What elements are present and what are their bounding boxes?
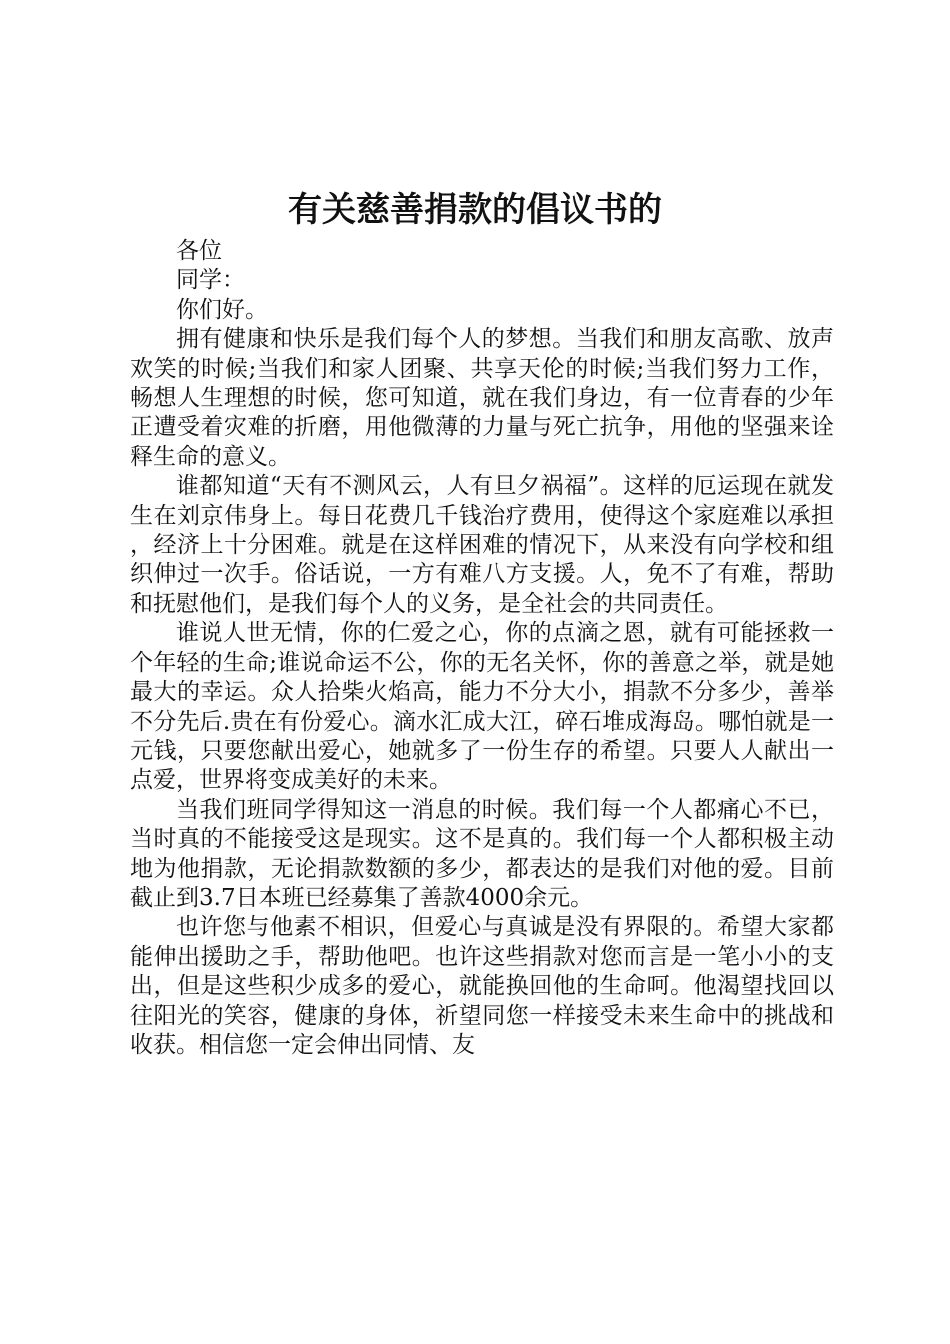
document-title: 有关慈善捐款的倡议书的: [288, 190, 662, 230]
paragraph-3: 谁说人世无情，你的仁爱之心，你的点滴之恩，就有可能拯救一个年轻的生命;谁说命运不公，你的无名关怀，你的善意之举，就是她最大的幸运。众人拾柴火焰高，能力不分大小，捐款不分多少，善举不分先后.贵在有份爱心。滴水汇成大江，碎石堆成海岛。哪怕就是一元钱，只要您献出爱心，她就多了一份生存的希望。只要人人献出一点爱，世界将变成美好的未来。: [130, 620, 834, 794]
document-body: [130, 237, 834, 1060]
salutation-line-2: 同学：: [176, 267, 245, 294]
paragraph-1: 拥有健康和快乐是我们每个人的梦想。当我们和朋友高歌、放声欢笑的时候;当我们和家人团聚、共享天伦的时候;当我们努力工作，畅想人生理想的时候，您可知道，就在我们身边，有一位青春的少年正遭受着灾难的折磨，用他微薄的力量与死亡抗争，用他的坚强来诠释生命的意义。: [130, 326, 834, 470]
salutation-line-1: 各位: [176, 238, 222, 264]
paragraph-4: 当我们班同学得知这一消息的时候。我们每一个人都痛心不已，当时真的不能接受这是现实。这不是真的。我们每一个人都积极主动地为他捐款，无论捐款数额的多少，都表达的是我们对他的爱。目前截止到3.7日本班已经募集了善款4000余元。: [130, 796, 834, 911]
greeting-line: 你们好。: [176, 296, 268, 323]
paragraph-2: 谁都知道“天有不测风云，人有旦夕祸福”。这样的厄运现在就发生在刘京伟身上。每日花费几千钱治疗费用，使得这个家庭难以承担，经济上十分困难。就是在这样困难的情况下，从来没有向学校和组织伸过一次手。俗话说，一方有难八方支援。人，免不了有难，帮助和抚慰他们，是我们每个人的义务，是全社会的共同责任。: [130, 473, 834, 617]
paragraph-5: 也许您与他素不相识，但爱心与真诚是没有界限的。希望大家都能伸出援助之手，帮助他吧。也许这些捐款对您而言是一笔小小的支出，但是这些积少成多的爱心，就能换回他的生命呵。他渴望找回以往阳光的笑容，健康的身体，祈望同您一样接受未来生命中的挑战和收获。相信您一定会伸出同情、友: [130, 914, 834, 1058]
